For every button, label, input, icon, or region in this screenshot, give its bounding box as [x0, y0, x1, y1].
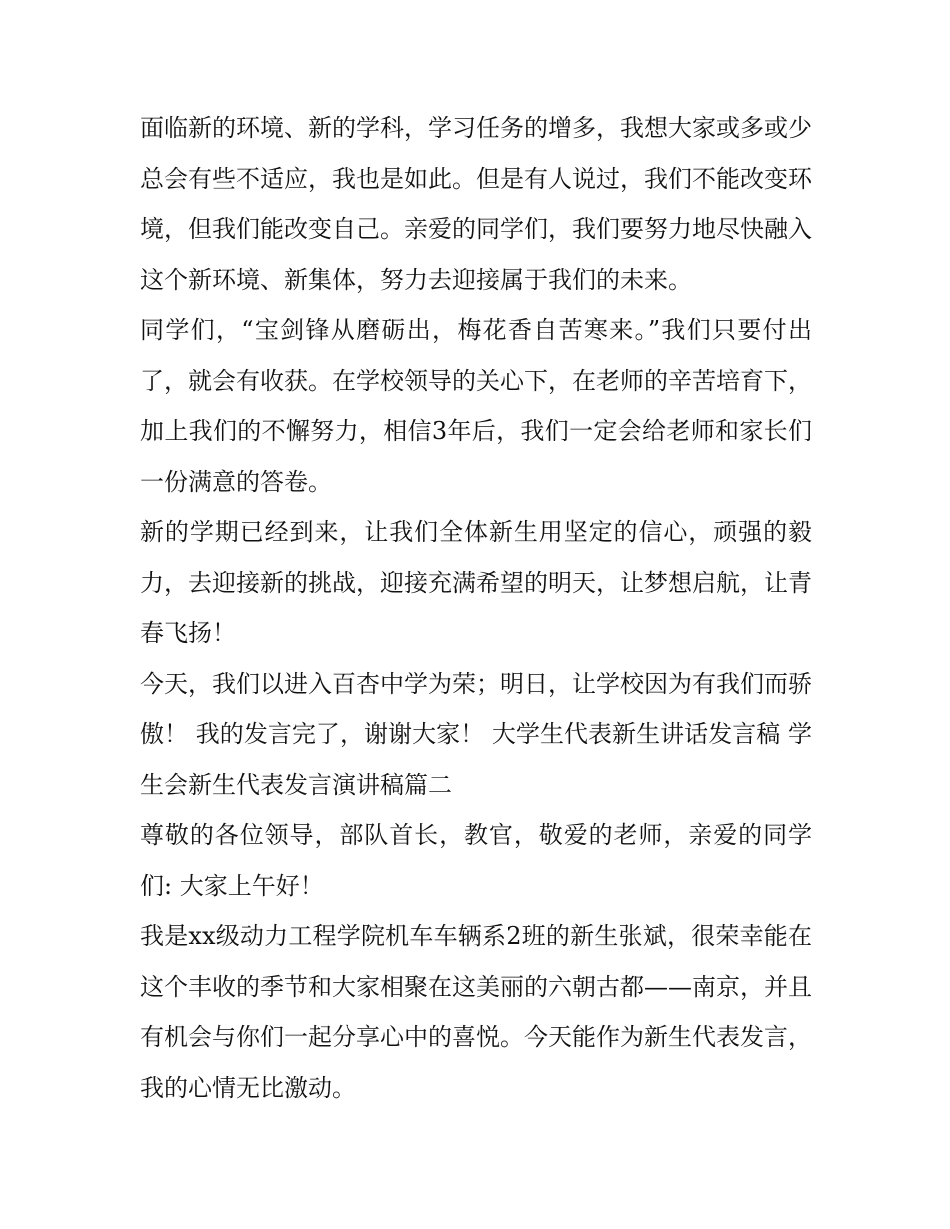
- paragraph-2: 同学们，“宝剑锋从磨砺出，梅花香自苦寒来。”我们只要付出了，就会有收获。在学校领导的关心下，在老师的辛苦培育下，加上我们的不懈努力，相信3年后，我们一定会给老师和家长们一份满意的答卷。: [140, 316, 812, 496]
- paragraph-4: 今天，我们以进入百杏中学为荣；明日，让学校因为有我们而骄傲！ 我的发言完了，谢谢大家！ 大学生代表新生讲话发言稿 学生会新生代表发言演讲稿篇二: [140, 669, 812, 799]
- document-body: [140, 103, 812, 1113]
- paragraph-3: 新的学期已经到来，让我们全体新生用坚定的信心，顽强的毅力，去迎接新的挑战，迎接充满希望的明天，让梦想启航，让青春飞扬！: [140, 518, 812, 647]
- paragraph-6: 我是xx级动力工程学院机车车辆系2班的新生张斌，很荣幸能在这个丰收的季节和大家相聚在这美丽的六朝古都——南京，并且有机会与你们一起分享心中的喜悦。今天能作为新生代表发言，我的心情无比激动。: [140, 922, 812, 1102]
- paragraph-1: 面临新的环境、新的学科，学习任务的增多，我想大家或多或少总会有些不适应，我也是如此。但是有人说过，我们不能改变环境，但我们能改变自己。亲爱的同学们，我们要努力地尽快融入这个新环境、新集体，努力去迎接属于我们的未来。: [140, 114, 812, 294]
- paragraph-5: 尊敬的各位领导，部队首长，教官，敬爱的老师，亲爱的同学们: 大家上午好！: [140, 821, 812, 900]
